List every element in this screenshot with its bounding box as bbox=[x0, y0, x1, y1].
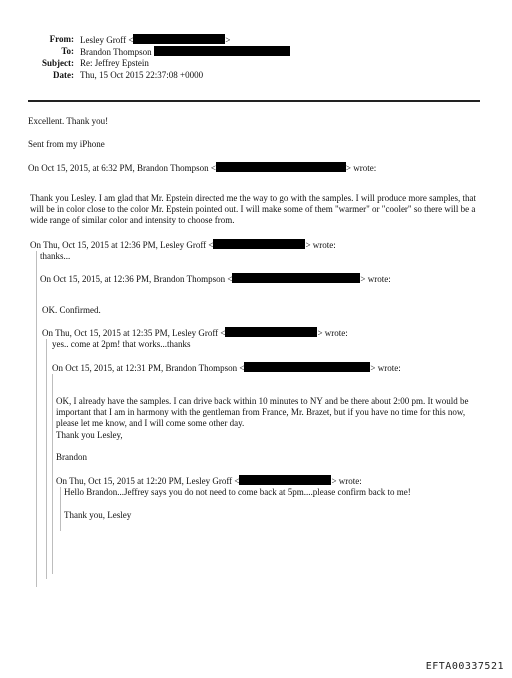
angle-bracket: < bbox=[234, 476, 240, 486]
attribution-text: On Thu, Oct 15, 2015 at 12:20 PM, Lesley Groff bbox=[56, 476, 233, 486]
from-name: Lesley Groff bbox=[80, 35, 127, 45]
angle-bracket: > bbox=[225, 35, 231, 45]
redaction-bar bbox=[244, 362, 370, 372]
attribution-wrote: > wrote: bbox=[305, 240, 336, 250]
redaction-bar bbox=[213, 239, 305, 249]
attribution-line bbox=[28, 162, 376, 174]
attribution-wrote: wrote: bbox=[367, 274, 391, 284]
attribution-wrote: wrote: bbox=[353, 163, 377, 173]
angle-bracket: < bbox=[210, 163, 216, 173]
attribution-wrote: wrote: bbox=[377, 363, 401, 373]
redaction-bar bbox=[239, 475, 331, 485]
quoted-line: OK. Confirmed. bbox=[42, 305, 101, 315]
quoted-paragraph: OK, I already have the samples. I can drive back within 10 minutes to NY and be there about 2:00 pm. It would be important that I am in harmony with the gentleman from France, Mr. Brazet, but if you have no time for this now, please let me know, and I will come some other day. bbox=[56, 396, 469, 428]
bates-number: EFTA00337521 bbox=[425, 661, 504, 672]
attribution-wrote: > wrote: bbox=[331, 476, 362, 486]
redaction-bar bbox=[232, 273, 360, 283]
quoted-paragraph: Thank you Lesley. I am glad that Mr. Epstein directed me the way to go with the samples. I will produce more samples, that will be in color close to the color Mr. Epstein pointed out. I will make some of them "warmer" or "cooler" so there will be a wide range of similar color and intensity to choose from. bbox=[30, 193, 477, 225]
quoted-line: Hello Brandon...Jeffrey says you do not need to come back at 5pm....please confirm back to me! bbox=[64, 487, 411, 497]
angle-bracket: < bbox=[208, 240, 214, 250]
angle-bracket: > bbox=[345, 163, 351, 173]
header-divider bbox=[28, 100, 480, 102]
from-label: From: bbox=[49, 34, 74, 44]
attribution-line bbox=[52, 362, 401, 374]
redaction-bar bbox=[154, 46, 290, 56]
attribution-text: On Oct 15, 2015, at 6:32 PM, Brandon Thompson bbox=[28, 163, 209, 173]
attribution-line bbox=[42, 327, 348, 339]
quoted-line: yes.. come at 2pm! that works...thanks bbox=[52, 339, 191, 349]
to-name: Brandon Thompson bbox=[80, 47, 152, 57]
redaction-bar bbox=[225, 327, 317, 337]
angle-bracket: < bbox=[227, 274, 233, 284]
date-value: Thu, 15 Oct 2015 22:37:08 +0000 bbox=[80, 70, 204, 80]
angle-bracket: < bbox=[220, 328, 226, 338]
redaction-bar bbox=[216, 162, 346, 172]
attribution-line bbox=[30, 239, 336, 251]
attribution-wrote: > wrote: bbox=[317, 328, 348, 338]
quoted-line: thanks... bbox=[40, 251, 71, 261]
angle-bracket: < bbox=[239, 363, 245, 373]
sent-from-line: Sent from my iPhone bbox=[28, 139, 105, 149]
to-value bbox=[80, 46, 290, 58]
quote-bar bbox=[60, 487, 61, 531]
attribution-line bbox=[56, 475, 362, 487]
reply-line: Excellent. Thank you! bbox=[28, 116, 109, 126]
quoted-signoff: Thank you Lesley, bbox=[56, 430, 123, 440]
attribution-text: On Thu, Oct 15, 2015 at 12:36 PM, Lesley Groff bbox=[30, 240, 207, 250]
quoted-name: Brandon bbox=[56, 452, 87, 462]
angle-bracket: > bbox=[360, 274, 366, 284]
subject-label: Subject: bbox=[42, 58, 74, 68]
date-label: Date: bbox=[53, 70, 74, 80]
quoted-signoff: Thank you, Lesley bbox=[64, 510, 132, 520]
angle-bracket: > bbox=[370, 363, 376, 373]
from-value bbox=[80, 34, 230, 46]
quote-bar bbox=[36, 251, 37, 587]
quote-bar bbox=[52, 374, 53, 574]
angle-bracket: < bbox=[128, 35, 134, 45]
attribution-text: On Thu, Oct 15, 2015 at 12:35 PM, Lesley Groff bbox=[42, 328, 219, 338]
redaction-bar bbox=[133, 34, 225, 44]
to-label: To: bbox=[61, 46, 74, 56]
attribution-line bbox=[40, 273, 391, 285]
attribution-text: On Oct 15, 2015, at 12:31 PM, Brandon Thompson bbox=[52, 363, 238, 373]
quote-bar bbox=[46, 339, 47, 579]
subject-value: Re: Jeffrey Epstein bbox=[80, 58, 149, 68]
attribution-text: On Oct 15, 2015, at 12:36 PM, Brandon Thompson bbox=[40, 274, 226, 284]
